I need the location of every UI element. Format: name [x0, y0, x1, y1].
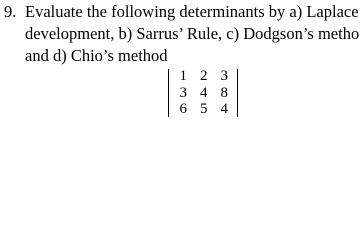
matrix-cell: 5 — [200, 101, 208, 117]
matrix-cell: 4 — [200, 84, 208, 101]
matrix-cell: 4 — [220, 101, 228, 117]
determinant-left-bar — [168, 69, 169, 117]
matrix-cell: 3 — [220, 68, 228, 84]
problem-number: 9. — [4, 2, 17, 21]
matrix-cell: 2 — [200, 68, 208, 84]
matrix-grid — [173, 68, 235, 118]
determinant-right-bar — [237, 69, 238, 117]
matrix-cell: 8 — [220, 84, 228, 101]
problem-text-line-3: and d) Chio’s method — [25, 46, 168, 65]
matrix-row — [173, 101, 235, 118]
matrix-cell: 3 — [179, 84, 187, 101]
problem-9 — [0, 0, 363, 119]
matrix-row — [173, 68, 235, 85]
problem-text-line-1: Evaluate the following determinants by a) Laplace — [25, 2, 359, 21]
matrix-cell: 1 — [179, 68, 187, 84]
matrix-row — [173, 85, 235, 102]
matrix-cell: 6 — [179, 101, 187, 117]
problem-text-line-2: development, b) Sarrus’ Rule, c) Dodgson’s metho — [25, 24, 360, 43]
determinant-matrix — [166, 68, 240, 119]
